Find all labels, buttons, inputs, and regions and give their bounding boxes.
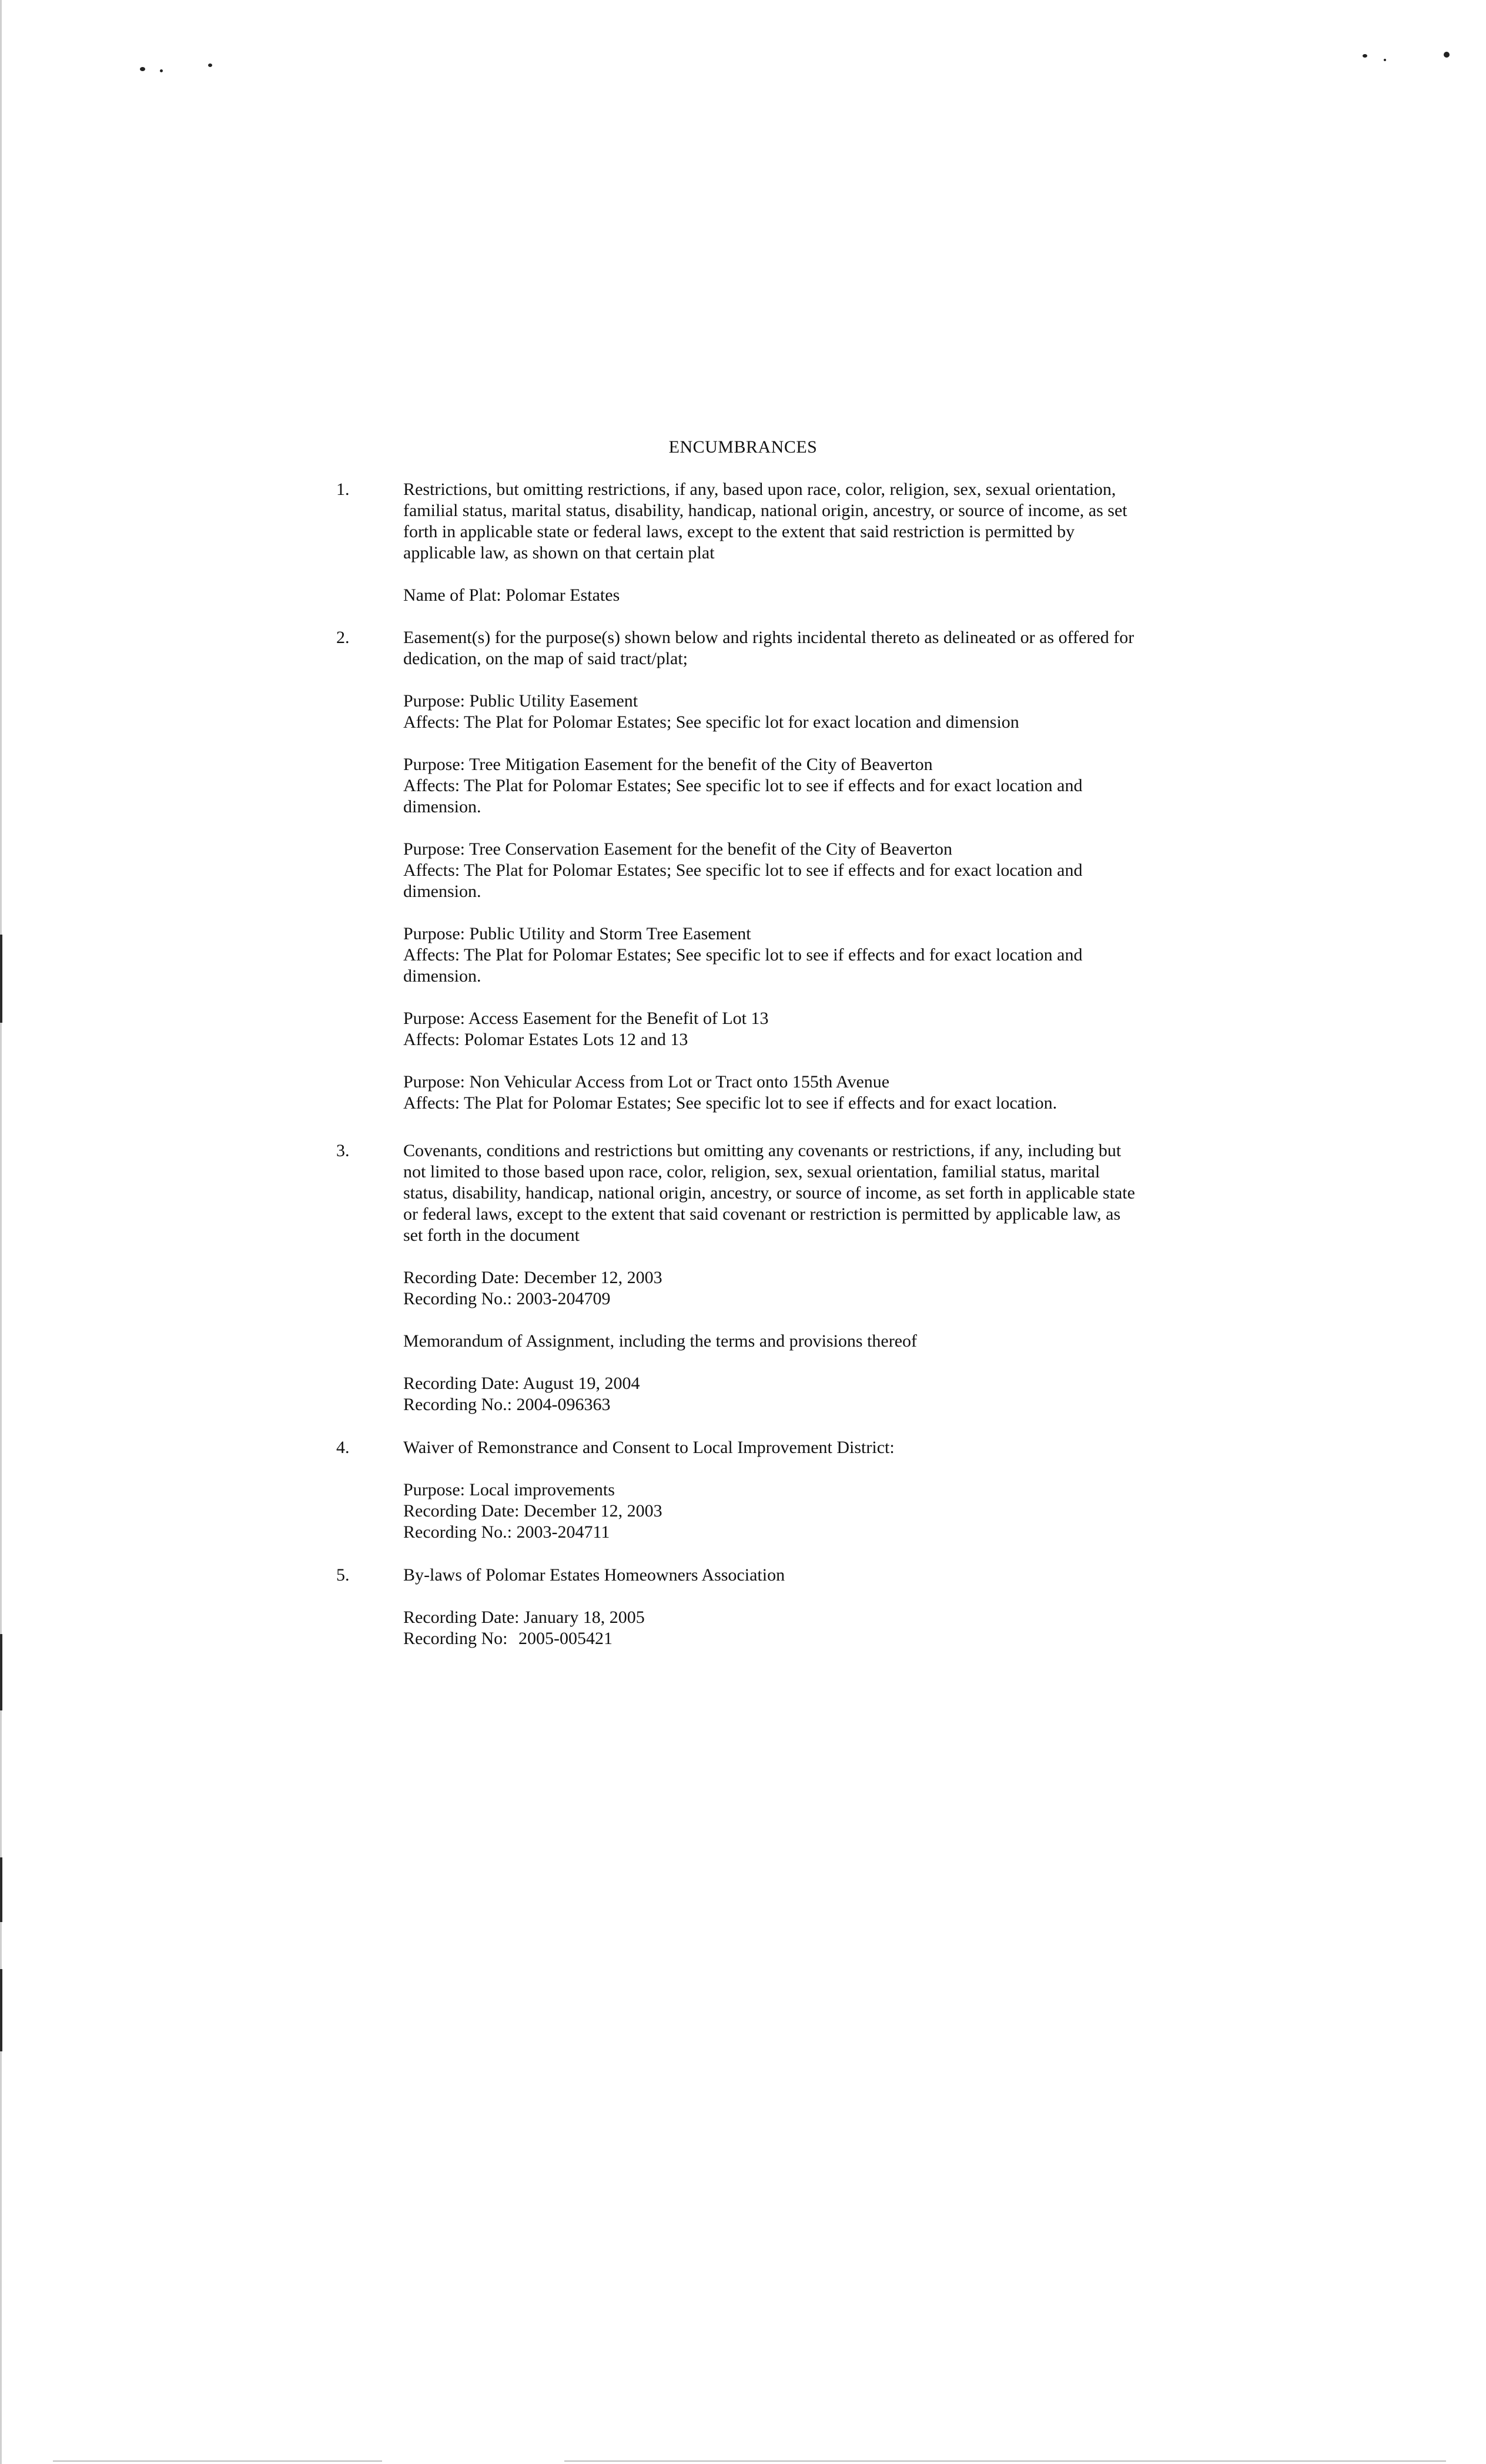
item-number: 5. — [336, 1565, 350, 1585]
item-number: 3. — [336, 1141, 350, 1160]
scan-speck — [1444, 52, 1450, 58]
easement-affects: Affects: The Plat for Polomar Estates; See specific lot for exact location and dimension — [403, 712, 1019, 732]
easement-purpose: Purpose: Non Vehicular Access from Lot or Tract onto 155th Avenue — [403, 1072, 890, 1092]
plat-name: Name of Plat: Polomar Estates — [403, 585, 620, 605]
easement-purpose: Purpose: Public Utility Easement — [403, 691, 638, 711]
recording-number-line — [403, 1628, 1138, 1649]
item-number: 4. — [336, 1438, 350, 1457]
item-body — [403, 1565, 1138, 1649]
recording-date: Recording Date: December 12, 2003 — [403, 1268, 662, 1287]
recording-info — [403, 1607, 1138, 1649]
item-paragraph: Covenants, conditions and restrictions but omitting any covenants or restrictions, if any, including but not limited to those based upon race, color, religion, sex, sexual orientation, familial status, marital status, disability, handicap, national origin, ancestry, or source of income, as set forth in applicable state or federal laws, except to the extent that said covenant or restriction is permitted by applicable law, as set forth in the document — [403, 1141, 1135, 1245]
easement-purpose: Purpose: Public Utility and Storm Tree Easement — [403, 924, 751, 943]
recording-date: Recording Date: January 18, 2005 — [403, 1608, 645, 1627]
recording-date: Recording Date: December 12, 2003 — [403, 1501, 662, 1521]
easement-affects: Affects: Polomar Estates Lots 12 and 13 — [403, 1030, 688, 1049]
easement-entry — [403, 691, 1138, 733]
recording-info — [403, 1267, 1138, 1310]
recording-number-label: Recording No: — [403, 1629, 508, 1648]
easement-affects: Affects: The Plat for Polomar Estates; See specific lot to see if effects and for exact location and dimension. — [403, 776, 1083, 816]
easement-entry — [403, 1008, 1138, 1050]
scan-speck — [160, 69, 163, 72]
recording-number-value: 2005-005421 — [518, 1629, 613, 1648]
easement-purpose: Purpose: Tree Mitigation Easement for the benefit of the City of Beaverton — [403, 755, 933, 774]
easement-purpose: Purpose: Access Easement for the Benefit of Lot 13 — [403, 1009, 769, 1028]
item-body — [403, 1437, 1138, 1543]
easement-entry — [403, 839, 1138, 902]
scan-edge-mark — [0, 1969, 2, 2051]
item-paragraph: Restrictions, but omitting restrictions, if any, based upon race, color, religion, sex, sexual orientation, familial status, marital status, disability, handicap, national origin, ancestry, or source of income, as set forth in applicable state or federal laws, except to the extent that said restriction is permitted by applicable law, as shown on that certain plat — [403, 480, 1127, 563]
recording-number: Recording No.: 2003-204711 — [403, 1522, 610, 1542]
recording-number: Recording No.: 2004-096363 — [403, 1395, 611, 1414]
item-number: 1. — [336, 480, 350, 499]
scan-edge — [564, 2460, 1446, 2462]
recording-info — [403, 1373, 1138, 1415]
item-body — [403, 1140, 1138, 1415]
easement-affects: Affects: The Plat for Polomar Estates; See specific lot to see if effects and for exact location and dimension. — [403, 861, 1083, 901]
item-paragraph: By-laws of Polomar Estates Homeowners Association — [403, 1565, 785, 1585]
document-title: ENCUMBRANCES — [668, 437, 818, 457]
item-paragraph: Easement(s) for the purpose(s) shown below and rights incidental thereto as delineated or as offered for dedication, on the map of said tract/plat; — [403, 628, 1134, 668]
scan-edge-mark — [0, 1634, 2, 1710]
easement-entry — [403, 923, 1138, 987]
purpose: Purpose: Local improvements — [403, 1480, 615, 1499]
recording-number: Recording No.: 2003-204709 — [403, 1289, 611, 1308]
easement-affects: Affects: The Plat for Polomar Estates; See specific lot to see if effects and for exact location and dimension. — [403, 945, 1083, 986]
memorandum: Memorandum of Assignment, including the terms and provisions thereof — [403, 1331, 918, 1351]
scan-speck — [1363, 54, 1367, 58]
scan-edge — [0, 0, 2, 2464]
easement-purpose: Purpose: Tree Conservation Easement for the benefit of the City of Beaverton — [403, 839, 952, 859]
recording-date: Recording Date: August 19, 2004 — [403, 1374, 640, 1393]
scan-edge — [53, 2460, 382, 2462]
scan-speck — [140, 67, 145, 71]
recording-info — [403, 1479, 1138, 1543]
scan-edge-mark — [0, 1857, 2, 1922]
item-paragraph: Waiver of Remonstrance and Consent to Local Improvement District: — [403, 1438, 895, 1457]
item-body — [403, 479, 1138, 606]
scan-speck — [208, 63, 212, 67]
easement-entry — [403, 754, 1138, 818]
scan-speck — [1384, 59, 1386, 61]
easement-affects: Affects: The Plat for Polomar Estates; See specific lot to see if effects and for exact location. — [403, 1093, 1057, 1113]
scan-edge-mark — [0, 935, 2, 1023]
item-number: 2. — [336, 628, 350, 647]
easement-entry — [403, 1072, 1138, 1114]
item-body — [403, 627, 1138, 1114]
